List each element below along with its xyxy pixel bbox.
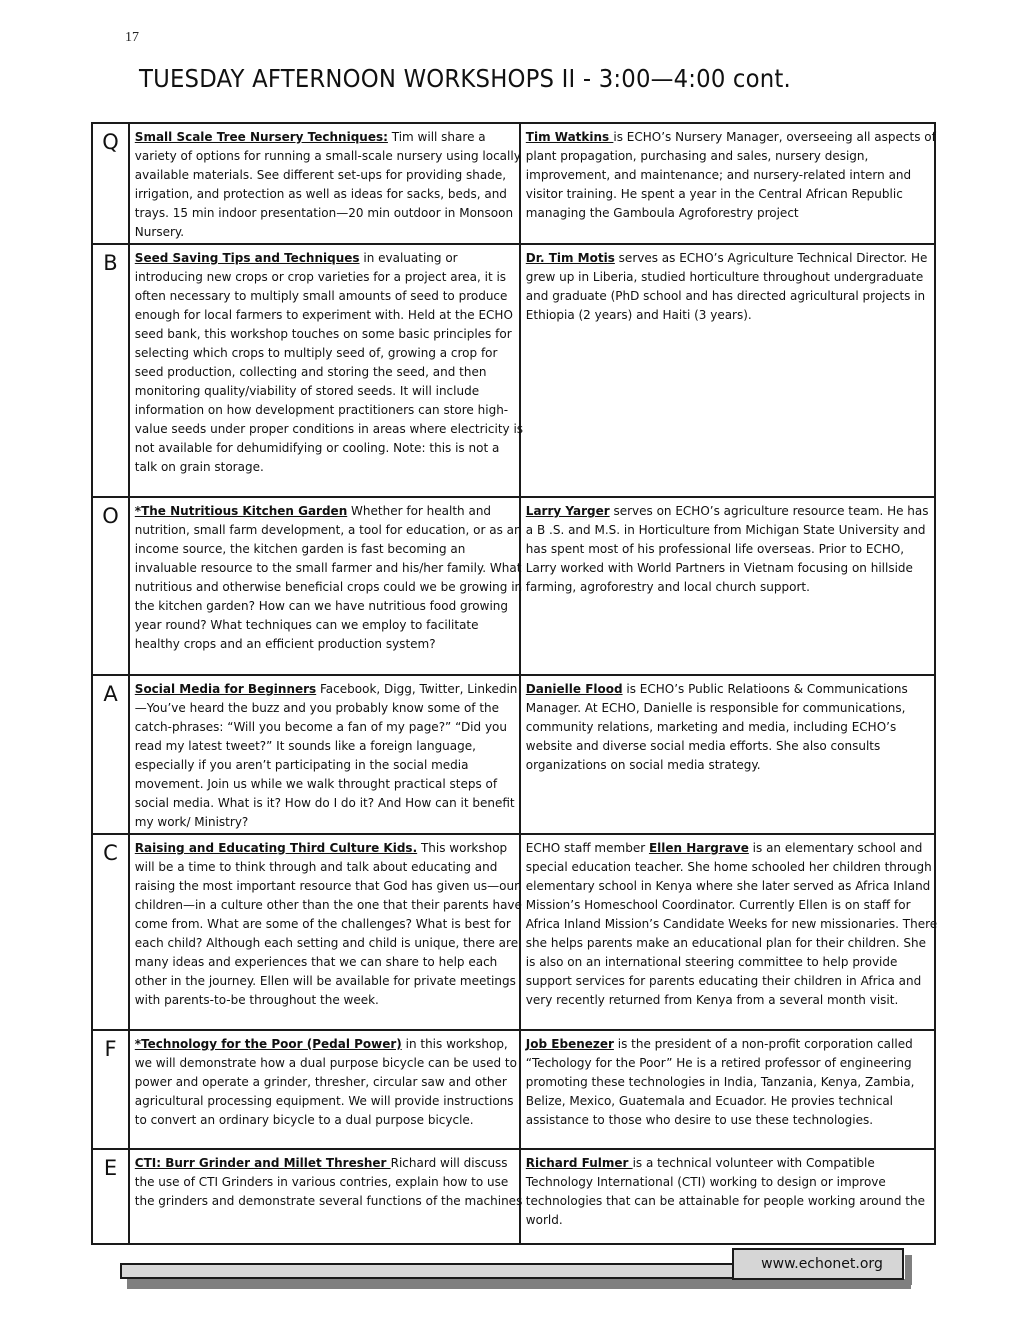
- presenter-name: Danielle Flood: [525, 681, 623, 696]
- workshop-description: in this workshop, we will demonstrate how a dual purpose bicycle can be used to power and operate a grinder, thresher, circular saw and other agricultural processing equipment. We will provide instructions to convert an ordinary bicycle to a dual purpose bicycle.: [134, 1036, 517, 1127]
- presenter-bio: is an elementary school and special education teacher. She home schooled her children through elementary school in Kenya where she later served as Africa Inland Mission’s Homeschool Coordinator. Currently Ellen is on staff for Africa Inland Mission’s Candidate Weeks for new missionaries. There she helps parents make an educational plan for their children. She is also on an international steering committee to help provide support services for parents educating their children in Africa and very recently returned from Kenya from a several month visit.: [525, 840, 938, 1007]
- room-letter: E: [92, 1149, 129, 1244]
- presenter-bio-cell: [520, 244, 935, 497]
- bio-prefix: ECHO staff member: [525, 840, 649, 855]
- presenter-name: Ellen Hargrave: [648, 840, 749, 855]
- workshop-title: Social Media for Beginners: [134, 681, 317, 696]
- room-letter: Q: [92, 123, 129, 244]
- room-letter: A: [92, 675, 129, 834]
- presenter-bio: is ECHO’s Nursery Manager, overseeing all aspects of plant propagation, purchasing and sales, nursery design, improvement, and maintenance; and nursery-related intern and visitor training. He spent a year in the Central African Republic managing the Gamboula Agroforestry project: [525, 129, 936, 220]
- workshop-description-cell: [129, 1149, 523, 1244]
- room-letter: O: [92, 497, 129, 675]
- workshop-row: [92, 497, 935, 675]
- room-letter: B: [92, 244, 129, 497]
- workshop-row: [92, 675, 935, 834]
- presenter-bio-cell: [520, 834, 938, 1030]
- presenter-name: Tim Watkins: [525, 129, 614, 144]
- presenter-bio-cell: [520, 1030, 935, 1149]
- room-letter: F: [92, 1030, 129, 1149]
- presenter-bio: serves as ECHO’s Agriculture Technical Director. He grew up in Liberia, studied horticulture throughout undergraduate and graduate (PhD school and has directed agricultural projects in Ethiopia (2 years) and Haiti (3 years).: [525, 250, 928, 322]
- workshop-description-cell: [129, 1030, 520, 1149]
- presenter-bio: is ECHO’s Public Relatioons & Communications Manager. At ECHO, Danielle is responsible for communications, community relations, marketing and media, including ECHO’s website and diverse social media efforts. She also consults organizations on social media strategy.: [525, 681, 908, 772]
- workshop-title: *Technology for the Poor (Pedal Power): [134, 1036, 402, 1051]
- workshop-title: Small Scale Tree Nursery Techniques:: [134, 129, 388, 144]
- workshop-description: Tim will share a variety of options for running a small-scale nursery using locally available materials. See different set-ups for providing shade, irrigation, and protection as well as ideas for sacks, beds, and trays. 15 min indoor presentation—20 min outdoor in Monsoon Nursery.: [134, 129, 521, 239]
- workshop-description-cell: [129, 497, 523, 675]
- footer-tab-shadow: [905, 1255, 912, 1285]
- workshops-table: [91, 122, 936, 1245]
- presenter-bio-cell: [520, 1149, 935, 1244]
- workshop-description: Facebook, Digg, Twitter, Linkedin—You’ve heard the buzz and you probably know some of the catch-phrases: “Will you become a fan of my page?” “Did you read my latest tweet?” It sounds like a foreign language, especially if you aren’t participating in the social media movement. Join us while we walk throught practical steps of social media. What is it? How do I do it? And How can it benefit my work/ Ministry?: [134, 681, 518, 829]
- presenter-name: Richard Fulmer: [525, 1155, 633, 1170]
- presenter-name: Larry Yarger: [525, 503, 610, 518]
- workshop-row: [92, 1149, 935, 1244]
- workshop-description: This workshop will be a time to think through and talk about educating and raising the most important resource that God has given us—our children—in a culture other than the one that their parents have come from. What are some of the challenges? What is best for each child? Although each setting and child is unique, there are many ideas and experiences that we can share to help each other in the journey. Ellen will be available for private meetings with parents-to-be throughout the week.: [134, 840, 522, 1007]
- workshop-row: [92, 123, 935, 244]
- workshop-row: [92, 1030, 935, 1149]
- workshop-description: Richard will discuss the use of CTI Grinders in various contries, explain how to use the grinders and demonstrate several functions of the machines: [134, 1155, 523, 1208]
- presenter-name: Dr. Tim Motis: [525, 250, 615, 265]
- workshop-row: [92, 834, 935, 1030]
- footer-url[interactable]: www.echonet.org: [732, 1248, 904, 1280]
- workshop-description: Whether for health and nutrition, small farm development, a tool for education, or as an income source, the kitchen garden is fast becoming an invaluable resource to the small farmer and his/her family. What nutritious and otherwise beneficial crops could we be growing in the kitchen garden? How can we have nutritious food growing year round? What techniques can we employ to facilitate healthy crops and an efficient production system?: [134, 503, 523, 651]
- presenter-bio-cell: [520, 675, 935, 834]
- footer-bar-shadow: [127, 1279, 911, 1289]
- page-title: TUESDAY AFTERNOON WORKSHOPS II - 3:00—4:00 cont.: [139, 64, 791, 93]
- presenter-bio: serves on ECHO’s agriculture resource team. He has a B .S. and M.S. in Horticulture from Michigan State University and has spent most of his professional life overseas. Prior to ECHO, Larry worked with World Partners in Vietnam focusing on hillside farming, agroforestry and local church support.: [525, 503, 929, 594]
- presenter-bio-cell: [520, 497, 935, 675]
- workshop-description-cell: [129, 834, 520, 1030]
- workshop-description-cell: [129, 123, 520, 244]
- presenter-name: Job Ebenezer: [525, 1036, 614, 1051]
- workshop-title: Seed Saving Tips and Techniques: [134, 250, 360, 265]
- presenter-bio: is the president of a non-profit corporation called “Techology for the Poor” He is a retired professor of engineering promoting these technologies in India, Tanzania, Kenya, Zambia, Belize, Mexico, Guatemala and Ecuador. He provies technical assistance to those who desire to use these technologies.: [525, 1036, 915, 1127]
- workshop-description-cell: [129, 244, 524, 497]
- workshop-title: *The Nutritious Kitchen Garden: [134, 503, 348, 518]
- workshop-title: Raising and Educating Third Culture Kids.: [134, 840, 418, 855]
- workshop-description: in evaluating or introducing new crops or crop varieties for a project area, it is often necessary to multiply small amounts of seed to produce enough for local farmers to experiment with. Held at the ECHO seed bank, this workshop touches on some basic principles for selecting which crops to multiply seed of, growing a crop for seed production, collecting and storing the seed, and then monitoring quality/viability of stored seeds. It will include information on how development practitioners can store high-value seeds under proper conditions in areas where electricity is not available for dehumidifying or cooling. Note: this is not a talk on grain storage.: [134, 250, 524, 474]
- workshop-description-cell: [129, 675, 520, 834]
- presenter-bio: is a technical volunteer with Compatible Technology International (CTI) working to design or improve technologies that can be attainable for people working around the world.: [525, 1155, 925, 1227]
- presenter-bio-cell: [520, 123, 935, 244]
- workshop-title: CTI: Burr Grinder and Millet Thresher: [134, 1155, 391, 1170]
- workshop-row: [92, 244, 935, 497]
- room-letter: C: [92, 834, 129, 1030]
- page-number: 17: [125, 30, 139, 45]
